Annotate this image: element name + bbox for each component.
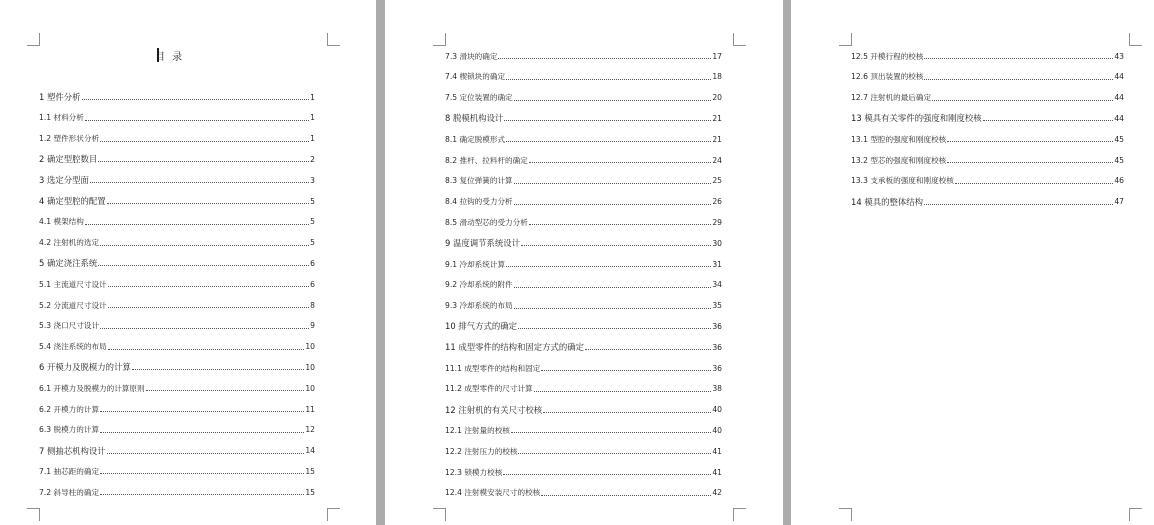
toc-entry-title: 5.4 浇注系统的布局 — [39, 342, 107, 352]
toc-entry[interactable] — [39, 173, 315, 187]
toc-dot-leader — [543, 411, 711, 413]
toc-entry-page-number: 25 — [712, 176, 722, 186]
crop-mark — [27, 33, 40, 46]
toc-dot-leader — [506, 78, 711, 80]
toc-dot-leader — [924, 57, 1113, 59]
toc-entry-title: 7.2 斜导柱的确定 — [39, 487, 100, 497]
toc-dot-leader — [100, 140, 309, 142]
toc-entry-title: 12.7 注射机的最后确定 — [851, 93, 932, 103]
toc-entry-title: 8.1 确定脱模形式 — [445, 134, 506, 144]
toc-entry[interactable] — [39, 360, 315, 374]
crop-mark — [327, 508, 340, 521]
toc-dot-leader — [529, 223, 711, 225]
toc-entry-title: 7.4 楔锁块的确定 — [445, 72, 506, 82]
toc-dot-leader — [585, 348, 711, 350]
toc-entry[interactable] — [851, 153, 1124, 167]
toc-entry-title: 6.3 脱模力的计算 — [39, 425, 100, 435]
toc-entry-page-number: 1 — [310, 92, 315, 102]
toc-entry-title: 1.1 材料分析 — [39, 113, 84, 123]
toc-entry-title: 11 成型零件的结构和固定方式的确定 — [445, 342, 584, 353]
toc-dot-leader — [108, 285, 310, 287]
toc-entry-title: 1 塑件分析 — [39, 92, 81, 102]
toc-entry-title: 9.3 冷却系统的布局 — [445, 301, 513, 311]
toc-entry-title: 12.2 注射压力的校核 — [445, 446, 518, 456]
toc-dot-leader — [514, 182, 712, 184]
toc-entry[interactable] — [445, 299, 722, 313]
toc-dot-leader — [521, 244, 711, 246]
toc-entry[interactable] — [851, 70, 1124, 84]
toc-entry-title: 14 模具的整体结构 — [851, 196, 923, 207]
toc-entry-title: 7 侧抽芯机构设计 — [39, 445, 106, 456]
toc-entry[interactable] — [39, 111, 315, 125]
toc-entry-title: 13 模具有关零件的强度和刚度校核 — [851, 113, 982, 124]
toc-entry-page-number: 46 — [1114, 176, 1124, 186]
toc-dot-leader — [498, 57, 711, 59]
toc-entry[interactable] — [445, 444, 722, 458]
toc-entry[interactable] — [39, 277, 315, 291]
toc-list-page-1 — [39, 90, 315, 506]
toc-entry-page-number: 18 — [712, 72, 722, 82]
toc-dot-leader — [82, 98, 310, 100]
toc-entry[interactable] — [39, 402, 315, 416]
toc-entry[interactable] — [445, 132, 722, 146]
crop-mark — [433, 508, 446, 521]
toc-entry[interactable] — [445, 111, 722, 125]
toc-entry-page-number: 2 — [310, 154, 315, 164]
toc-entry-title: 9.2 冷却系统的附件 — [445, 280, 513, 290]
toc-entry-title: 8.4 拉钩的受力分析 — [445, 197, 513, 207]
toc-entry-title: 4.2 注射机的选定 — [39, 238, 100, 248]
toc-dot-leader — [107, 202, 310, 204]
toc-entry[interactable] — [445, 195, 722, 209]
toc-entry-page-number: 15 — [305, 466, 315, 476]
toc-dot-leader — [100, 431, 304, 433]
toc-entry-page-number: 17 — [712, 51, 722, 61]
toc-entry-title: 12.6 顶出装置的校核 — [851, 72, 924, 82]
toc-entry[interactable] — [851, 91, 1124, 105]
toc-entry-page-number: 36 — [712, 321, 722, 331]
toc-dot-leader — [85, 223, 309, 225]
toc-entry[interactable] — [39, 381, 315, 395]
toc-entry-page-number: 10 — [305, 383, 315, 393]
toc-entry[interactable] — [39, 236, 315, 250]
crop-mark — [327, 33, 340, 46]
toc-entry-title: 8.3 复位弹簧的计算 — [445, 176, 513, 186]
toc-dot-leader — [924, 78, 1113, 80]
toc-entry-title: 7.1 抽芯距的确定 — [39, 466, 100, 476]
toc-entry[interactable] — [445, 278, 722, 292]
toc-entry[interactable] — [39, 90, 315, 104]
toc-dot-leader — [514, 307, 712, 309]
toc-dot-leader — [541, 369, 711, 371]
toc-entry-page-number: 40 — [712, 425, 722, 435]
toc-entry[interactable] — [445, 403, 722, 417]
toc-entry-title: 13.2 型芯的强度和刚度校核 — [851, 155, 947, 165]
toc-entry[interactable] — [445, 70, 722, 84]
crop-mark — [433, 33, 446, 46]
toc-entry-title: 5.1 主流道尺寸设计 — [39, 279, 107, 289]
toc-entry[interactable] — [445, 91, 722, 105]
toc-dot-leader — [503, 473, 711, 475]
toc-entry-page-number: 41 — [712, 467, 722, 477]
toc-entry-page-number: 38 — [712, 384, 722, 394]
toc-entry-page-number: 24 — [712, 155, 722, 165]
toc-entry[interactable] — [39, 256, 315, 270]
toc-entry-page-number: 36 — [712, 342, 722, 352]
toc-entry-page-number: 41 — [712, 446, 722, 456]
toc-entry-page-number: 45 — [1114, 134, 1124, 144]
toc-dot-leader — [947, 140, 1113, 142]
toc-entry-page-number: 34 — [712, 280, 722, 290]
toc-entry[interactable] — [851, 49, 1124, 63]
toc-entry[interactable] — [851, 195, 1124, 209]
toc-list-page-3 — [851, 49, 1124, 215]
toc-entry-title: 9 温度调节系统设计 — [445, 238, 520, 249]
toc-list-page-2 — [445, 49, 722, 507]
toc-entry-page-number: 31 — [712, 259, 722, 269]
toc-entry-title: 8 脱模机构设计 — [445, 113, 504, 124]
toc-dot-leader — [506, 140, 711, 142]
toc-dot-leader — [983, 119, 1114, 121]
toc-entry[interactable] — [39, 464, 315, 478]
toc-entry[interactable] — [445, 174, 722, 188]
toc-dot-leader — [947, 161, 1113, 163]
toc-entry-title: 13.3 支承板的强度和刚度校核 — [851, 176, 954, 186]
crop-mark — [839, 33, 852, 46]
toc-entry[interactable] — [445, 465, 722, 479]
toc-dot-leader — [518, 327, 711, 329]
toc-entry-page-number: 35 — [712, 301, 722, 311]
toc-entry-title: 10 排气方式的确定 — [445, 321, 517, 332]
toc-entry-title: 12 注射机的有关尺寸校核 — [445, 404, 543, 415]
toc-dot-leader — [514, 99, 712, 101]
toc-entry-page-number: 10 — [305, 362, 315, 372]
toc-dot-leader — [108, 306, 310, 308]
toc-entry-title: 9.1 冷却系统计算 — [445, 259, 506, 269]
toc-entry-title: 13.1 型腔的强度和刚度校核 — [851, 134, 947, 144]
toc-entry-title: 6 开模力及脱模力的计算 — [39, 362, 131, 373]
toc-dot-leader — [100, 410, 304, 412]
toc-entry[interactable] — [39, 485, 315, 499]
toc-entry-page-number: 6 — [310, 258, 315, 268]
toc-entry[interactable] — [445, 215, 722, 229]
toc-entry-title: 4.1 模架结构 — [39, 217, 84, 227]
toc-entry[interactable] — [445, 49, 722, 63]
toc-entry-page-number: 5 — [310, 217, 315, 227]
toc-entry[interactable] — [39, 444, 315, 458]
toc-entry-page-number: 6 — [310, 279, 315, 289]
toc-entry[interactable] — [445, 257, 722, 271]
toc-dot-leader — [504, 119, 711, 121]
toc-entry-title: 1.2 塑件形状分析 — [39, 134, 100, 144]
toc-entry-page-number: 1 — [310, 113, 315, 123]
toc-entry[interactable] — [445, 340, 722, 354]
crop-mark — [733, 33, 746, 46]
toc-entry-page-number: 44 — [1114, 72, 1124, 82]
toc-entry-title: 11.1 成型零件的结构和固定 — [445, 363, 541, 373]
toc-entry-title: 7.3 滑块的确定 — [445, 51, 498, 61]
toc-dot-leader — [146, 389, 305, 391]
toc-entry-title: 11.2 成型零件的尺寸计算 — [445, 384, 533, 394]
toc-entry-page-number: 10 — [305, 342, 315, 352]
toc-entry-page-number: 5 — [310, 238, 315, 248]
toc-entry-title: 2 确定型腔数目 — [39, 154, 98, 165]
toc-entry-page-number: 36 — [712, 363, 722, 373]
toc-entry-title: 12.4 注射模安装尺寸的校核 — [445, 488, 541, 498]
toc-entry-title: 3 选定分型面 — [39, 175, 89, 186]
toc-dot-leader — [108, 348, 305, 350]
toc-dot-leader — [98, 264, 309, 266]
toc-dot-leader — [511, 431, 711, 433]
toc-entry-title: 5 确定浇注系统 — [39, 258, 98, 269]
toc-entry[interactable] — [39, 152, 315, 166]
toc-entry[interactable] — [39, 132, 315, 146]
toc-entry-page-number: 26 — [712, 197, 722, 207]
toc-entry-page-number: 43 — [1114, 51, 1124, 61]
toc-dot-leader — [98, 160, 309, 162]
toc-entry-page-number: 44 — [1114, 93, 1124, 103]
toc-entry-title: 4 确定型腔的配置 — [39, 196, 106, 206]
toc-entry-page-number: 42 — [712, 488, 722, 498]
toc-entry-page-number: 11 — [305, 404, 315, 414]
toc-dot-leader — [924, 203, 1113, 205]
toc-entry-page-number: 20 — [712, 93, 722, 103]
toc-entry-title: 6.2 开模力的计算 — [39, 404, 100, 414]
toc-entry-page-number: 8 — [310, 300, 315, 310]
toc-dot-leader — [518, 452, 711, 454]
toc-dot-leader — [100, 327, 309, 329]
toc-dot-leader — [514, 203, 712, 205]
toc-entry[interactable] — [39, 215, 315, 229]
crop-mark — [839, 508, 852, 521]
toc-entry-page-number: 5 — [310, 196, 315, 206]
toc-entry-title: 6.1 开模力及脱模力的计算原则 — [39, 383, 145, 393]
crop-mark — [1129, 33, 1142, 46]
toc-entry[interactable] — [851, 132, 1124, 146]
toc-entry[interactable] — [445, 319, 722, 333]
toc-entry[interactable] — [39, 340, 315, 354]
toc-entry[interactable] — [39, 194, 315, 208]
toc-dot-leader — [529, 161, 711, 163]
toc-entry-page-number: 29 — [712, 217, 722, 227]
toc-entry[interactable] — [851, 111, 1124, 125]
toc-entry-page-number: 15 — [305, 487, 315, 497]
toc-entry[interactable] — [39, 423, 315, 437]
toc-entry-title: 5.3 浇口尺寸设计 — [39, 321, 100, 331]
toc-entry-title: 12.5 开模行程的校核 — [851, 51, 924, 61]
toc-entry-page-number: 14 — [305, 446, 315, 456]
toc-entry-title: 5.2 分流道尺寸设计 — [39, 300, 107, 310]
toc-dot-leader — [534, 390, 712, 392]
toc-entry-title: 12.1 注射量的校核 — [445, 425, 510, 435]
toc-entry-page-number: 30 — [712, 238, 722, 248]
toc-entry[interactable] — [445, 486, 722, 500]
toc-entry[interactable] — [39, 319, 315, 333]
toc-entry-page-number: 1 — [310, 134, 315, 144]
toc-entry-page-number: 40 — [712, 405, 722, 415]
toc-entry-title: 7.5 定位装置的确定 — [445, 93, 513, 103]
toc-dot-leader — [100, 493, 304, 495]
toc-entry[interactable] — [445, 153, 722, 167]
toc-entry[interactable] — [445, 361, 722, 375]
crop-mark — [733, 508, 746, 521]
toc-entry-page-number: 9 — [310, 321, 315, 331]
toc-entry-page-number: 3 — [310, 175, 315, 185]
toc-dot-leader — [90, 181, 309, 183]
toc-entry[interactable] — [445, 236, 722, 250]
toc-entry[interactable] — [851, 174, 1124, 188]
toc-entry-title: 8.2 推杆、拉料杆的确定 — [445, 155, 528, 165]
toc-entry-page-number: 47 — [1114, 197, 1124, 207]
toc-dot-leader — [100, 472, 304, 474]
toc-entry-page-number: 44 — [1114, 113, 1124, 123]
toc-dot-leader — [955, 182, 1113, 184]
toc-entry-page-number: 45 — [1114, 155, 1124, 165]
toc-dot-leader — [107, 452, 305, 454]
toc-entry-page-number: 21 — [712, 113, 722, 123]
crop-mark — [1129, 508, 1142, 521]
toc-entry-title: 8.5 滑动型芯的受力分析 — [445, 217, 528, 227]
toc-entry-page-number: 12 — [305, 425, 315, 435]
toc-entry[interactable] — [39, 298, 315, 312]
toc-dot-leader — [506, 265, 711, 267]
toc-entry[interactable] — [445, 423, 722, 437]
toc-dot-leader — [85, 119, 309, 121]
toc-title: 目 录 — [155, 52, 185, 63]
toc-dot-leader — [932, 99, 1113, 101]
toc-dot-leader — [514, 286, 712, 288]
crop-mark — [27, 508, 40, 521]
toc-entry-page-number: 21 — [712, 134, 722, 144]
toc-entry[interactable] — [445, 382, 722, 396]
toc-dot-leader — [132, 368, 305, 370]
toc-dot-leader — [100, 244, 309, 246]
toc-entry-title: 12.3 锁模力校核 — [445, 467, 503, 477]
toc-dot-leader — [541, 494, 711, 496]
